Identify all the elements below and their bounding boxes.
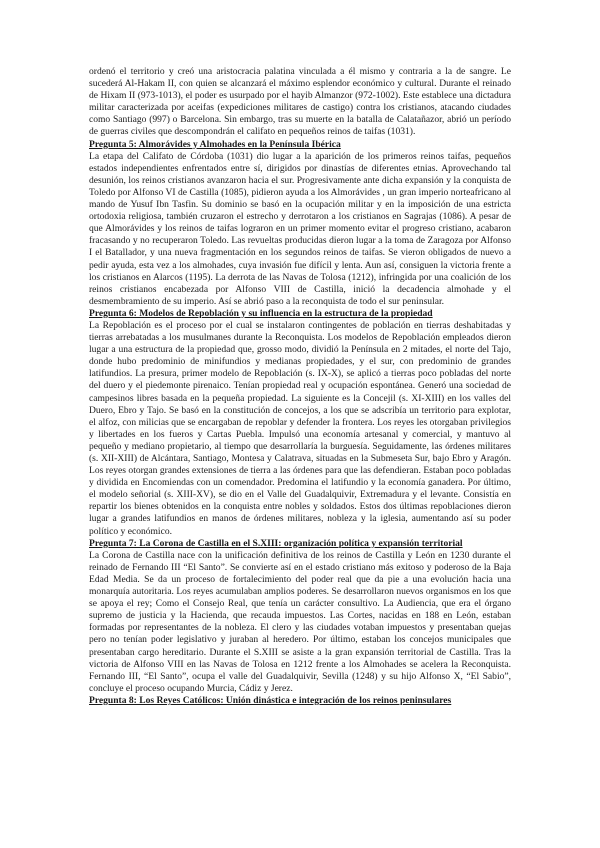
intro-paragraph: ordenó el territorio y creó una aristocracia palatina vinculada a él mismo y contraria a la de sangre. Le sucederá Al-Hakam II, con quien se alcanzará el máximo esplendor económico y cultural. Durante el reinado de Hixam II (973-1013), el poder es usurpado por el hayib Almanzor (972-1002). Este establece una dictadura militar caracterizada por aceifas (expediciones militares de castigo) contra los cristianos, atacando ciudades como Santiago (997) o Barcelona. Sin embargo, tras su muerte en la batalla de Calatañazor, abrió un período de guerras civiles que descompondrán el califato en pequeños reinos de taifas (1031).	[89, 66, 511, 138]
section-heading-pregunta-7: Pregunta 7: La Corona de Castilla en el S.XIII: organización política y expansión territorial	[89, 537, 463, 549]
section-heading-pregunta-8: Pregunta 8: Los Reyes Católicos: Unión dinástica e integración de los reinos peninsulares	[89, 694, 452, 706]
section-heading-pregunta-5: Pregunta 5: Almorávides y Almohades en la Península Ibérica	[89, 138, 341, 150]
section-body-pregunta-6: La Repoblación es el proceso por el cual se instalaron contingentes de población en tierras deshabitadas y tierras arrebatadas a los musulmanes durante la Reconquista. Los modelos de Repoblación empleados dieron lugar a una estructura de la propiedad que, grosso modo, dividió la Península en 2 mitades, el norte del Tajo, donde hubo predominio de minifundios y medianas propiedades, y el sur, con predominio de grandes latifundios. La presura, primer modelo de Repoblación (s. IX-X), se aplicó a tierras poco pobladas del norte del duero y el piedemonte pirenaico. Tenían propiedad real y ocupación espontánea. Generó una sociedad de campesinos libres basada en la pequeña propiedad. La siguiente es la Concejil (s. XI-XIII) en los valles del Duero, Ebro y Tajo. Se basó en la constitución de concejos, a los que se adscribía un territorio para explotar, el alfoz, con milicias que se encargaban de repoblar y defender la frontera. Los reyes les otorgaban privilegios y libertades en los fueros y Cartas Puebla. Impulsó una economía artesanal y comercial, y mantuvo al pequeño y mediano propietario, al tiempo que desarrollaría la burguesía. Seguidamente, las órdenes militares (s. XII-XIII) de Alcántara, Santiago, Montesa y Calatrava, situadas en la Submeseta Sur, bajo Ebro y Aragón. Los reyes otorgan grandes extensiones de tierra a las órdenes para que las defendieran. Estaban poco pobladas y dividida en Encomiendas con un comendador. Predomina el latifundio y la economía ganadera. Por último, el modelo señorial (s. XIII-XV), se dio en el Valle del Guadalquivir, Extremadura y el levante. Consistía en repartir los bienes obtenidos en la conquista entre nobles y soldados. Estos dos últimas repoblaciones dieron lugar a grandes latifundios en manos de órdenes militares, nobleza y la iglesia, aumentando así su poder político y económico.	[89, 319, 511, 537]
section-heading-pregunta-6: Pregunta 6: Modelos de Repoblación y su influencia en la estructura de la propiedad	[89, 307, 433, 319]
section-body-pregunta-7: La Corona de Castilla nace con la unificación definitiva de los reinos de Castilla y León en 1230 durante el reinado de Fernando III “El Santo”. Se convierte así en el estado cristiano más exitoso y poderoso de la Baja Edad Media. Se da un proceso de fortalecimiento del poder real que da pie a una evolución hacia una monarquía autoritaria. Los reyes acumulaban amplios poderes. Se desarrollaron nuevos organismos en los que se apoya el rey; Como el Consejo Real, que tenía un carácter consultivo. La Audiencia, que era el órgano supremo de justicia y la Hacienda, que recauda impuestos. Las Cortes, nacidas en 188 en León, estaban formadas por representantes de la nobleza. El clero y las ciudades votaban impuestos y presentaban quejas pero no tenían poder legislativo y juraban al heredero. Por último, estaban los concejos municipales que presentaban cargo hereditario. Durante el S.XIII se asiste a la gran expansión territorial de Castilla. Tras la victoria de Alfonso VIII en las Navas de Tolosa en 1212 frente a los Almohades se acelera la Reconquista. Fernando III, “El Santo”, ocupa el valle del Guadalquivir, Sevilla (1248) y su hijo Alfonso X, “El Sabio”, concluye el proceso ocupando Murcia, Cádiz y Jerez.	[89, 549, 511, 694]
section-body-pregunta-5: La etapa del Califato de Córdoba (1031) dio lugar a la aparición de los primeros reinos taifas, pequeños estados independientes enfrentados entre sí, dirigidos por dinastías de diferentes etnias. Aprovechando tal desunión, los reinos cristianos avanzaron hacia el sur. Progresivamente ante dicha expansión y la conquista de Toledo por Alfonso VI de Castilla (1085), pidieron ayuda a los Almorávides , un gran imperio norteafricano al mando de Yusuf Ibn Tasfin. Su dominio se basó en la ocupación militar y en la imposición de una estricta ortodoxia religiosa, también cruzaron el estrecho y derrotaron a los cristianos en Sagrajas (1086). A pesar de que Almorávides y los reinos de taifas lograron en un primer momento evitar el progreso cristiano, acabaron fracasando y no recuperaron Toledo. Las revueltas producidas dieron lugar a la toma de Zaragoza por Alfonso I el Batallador, y una nueva fragmentación en los segundos reinos de taifas. Se vieron obligados de nuevo a pedir ayuda, esta vez a los almohades, cuya invasión fue difícil y lenta. Aun así, consiguen la victoria frente a los cristianos en Alarcos (1195). La derrota de las Navas de Tolosa (1212), infringida por una coalición de los reinos cristianos encabezada por Alfonso VIII de Castilla, inició la decadencia almohade y el desmembramiento de su imperio. Así se abrió paso a la reconquista de todo el sur peninsular.	[89, 150, 511, 307]
